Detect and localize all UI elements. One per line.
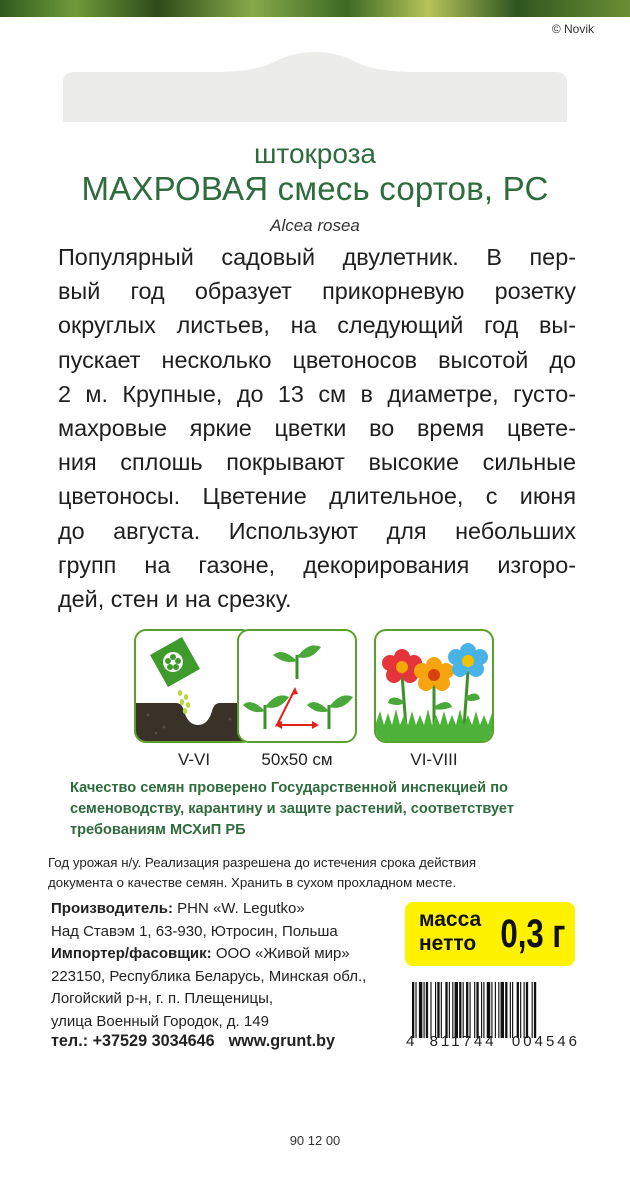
importer-label: Импортер/фасовщик:	[51, 945, 212, 962]
barcode-digit-group: 811744	[429, 1033, 497, 1050]
producer-label: Производитель:	[51, 900, 173, 917]
storage-info: Год урожая н/у. Реализация разрешена до истечения срока действия документа о качестве семян. Хранить в сухом прохладном месте.	[48, 855, 477, 890]
importer-name: ООО «Живой мир»	[215, 945, 350, 962]
planting-distance: 50x50 см	[261, 750, 333, 769]
description-line: до августа. Используют для небольших	[58, 517, 576, 544]
description-line: 2 м. Крупные, до 13 см в диаметре, густо-	[58, 380, 576, 407]
barcode-digit-group: 4	[406, 1033, 415, 1050]
net-weight-label-line: масса	[419, 908, 482, 931]
latin-name: Alcea rosea	[270, 216, 360, 235]
website-link[interactable]: www.grunt.by	[228, 1032, 336, 1050]
planting-scheme-icon	[237, 629, 357, 743]
producer-row	[51, 898, 366, 921]
net-weight-label	[419, 908, 481, 956]
sowing-icon	[134, 629, 254, 743]
sowing-period: V-VI	[177, 750, 211, 769]
net-weight-value: 0,3 г	[499, 912, 565, 956]
barcode-digits	[406, 1033, 580, 1050]
importer-address-line: улица Военный Городок, д. 149	[51, 1012, 269, 1030]
barcode-digit-group: 004546	[511, 1033, 580, 1050]
barcode	[410, 982, 578, 1038]
phone-number: тел.: +37529 3034646	[51, 1032, 215, 1050]
copyright-notice: © Novik	[551, 22, 594, 36]
importer-address-line: Логойский р-н, г. п. Плещеницы,	[51, 990, 274, 1007]
quality-statement: Качество семян проверено Государственной инспекцией по семеноводству, карантину и защите растений, соответствует требованиям МСХиП РБ	[70, 780, 514, 838]
producer-importer-block	[51, 898, 366, 1033]
plant-name: штокроза	[253, 138, 377, 169]
description-line: цветоносы. Цветение длительное, с июня	[58, 483, 576, 510]
flowering-icon	[374, 629, 494, 743]
description-line: вый год образует прикорневую розетку	[58, 278, 576, 305]
net-weight-label-line: нетто	[419, 932, 477, 955]
description-line: групп на газоне, декорирования изгоро-	[58, 551, 576, 578]
description-line: дей, стен и на срезку.	[58, 586, 292, 613]
description-line: махровые яркие цветки во время цвете-	[58, 415, 576, 442]
top-photo-strip	[0, 0, 630, 17]
flowering-period: VI-VIII	[410, 750, 458, 769]
label-tab-shape	[63, 52, 567, 122]
description-line: Популярный садовый двулетник. В пер-	[58, 244, 576, 270]
batch-code: 90 12 00	[289, 1133, 341, 1148]
importer-address-line: 223150, Республика Беларусь, Минская обл.,	[51, 967, 367, 985]
net-weight-badge	[405, 902, 575, 966]
variety-name: МАХРОВАЯ смесь сортов, РС	[81, 170, 549, 207]
description-line: ния сплошь покрывают высокие сильные	[58, 449, 576, 476]
producer-name: PHN «W. Legutko»	[177, 900, 305, 917]
importer-row	[51, 943, 366, 966]
description-line: пускает несколько цветоносов высотой до	[58, 346, 576, 373]
contact-line	[51, 1032, 335, 1051]
producer-address: Над Ставэм 1, 63-930, Ютросин, Польша	[51, 922, 338, 940]
description	[58, 240, 576, 616]
description-line: округлых листьев, на следующий год вы-	[58, 312, 576, 339]
